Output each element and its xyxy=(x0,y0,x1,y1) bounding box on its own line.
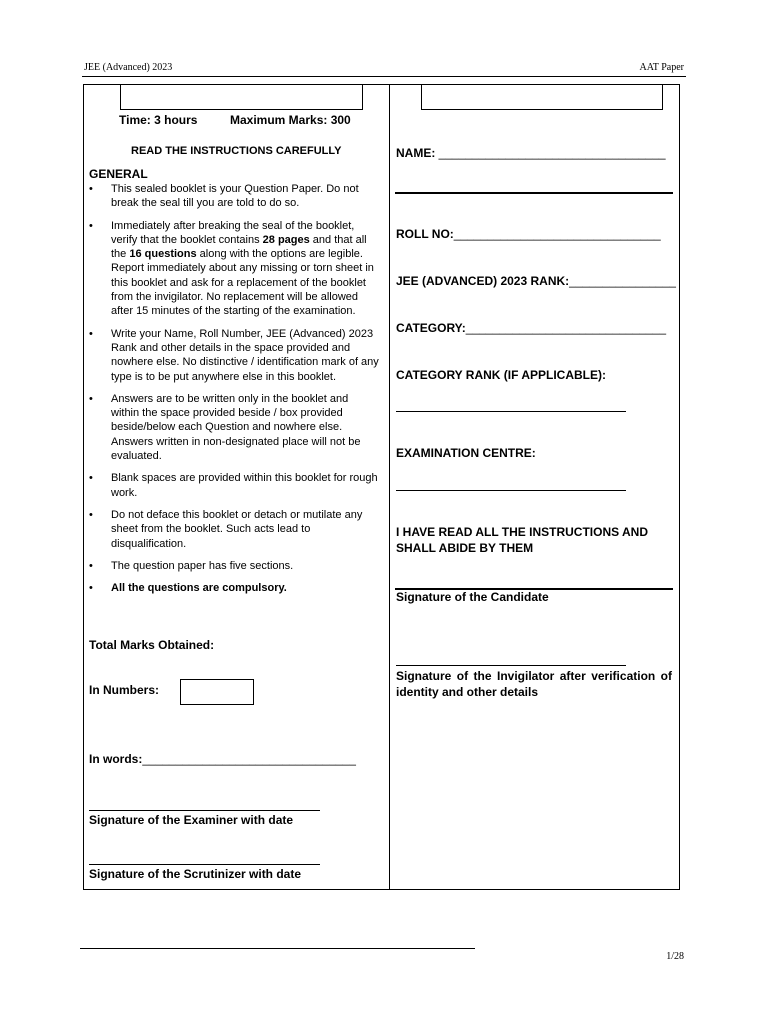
name-second-line[interactable] xyxy=(395,192,673,194)
rank-field[interactable]: ________________ xyxy=(569,274,676,288)
header-paper-name: AAT Paper xyxy=(639,62,684,73)
category-rank-label: CATEGORY RANK (IF APPLICABLE): xyxy=(396,368,606,382)
candidate-signature-label: Signature of the Candidate xyxy=(396,590,549,604)
bullet-icon: • xyxy=(89,392,93,405)
category-field[interactable]: ______________________________ xyxy=(465,321,666,335)
footer-rule xyxy=(80,948,475,949)
bullet-icon: • xyxy=(89,559,93,572)
page-number: 1/28 xyxy=(666,951,684,962)
max-marks-label: Maximum Marks: 300 xyxy=(230,113,351,127)
category-rank-line[interactable] xyxy=(396,411,626,412)
total-marks-label: Total Marks Obtained: xyxy=(89,638,215,652)
rank-label: JEE (ADVANCED) 2023 RANK:________________ xyxy=(396,274,676,288)
header-rule xyxy=(82,76,686,77)
instruction-item: • Do not deface this booklet or detach or mutilate any sheet from the booklet. Such acts lead to disqualification. xyxy=(89,508,363,550)
right-top-box[interactable] xyxy=(421,84,663,110)
instruction-item: • Immediately after breaking the seal of the booklet, verify that the booklet contains 28 pages and that all the 16 questions along with the options are legible. Report immediately about any missing or torn sheet in this booklet and ask for a replacement of the booklet from the invigilator. No replacement will be allowed after 15 minutes of the starting of the examination. xyxy=(89,219,374,318)
column-divider xyxy=(389,84,390,889)
instruction-item: • The question paper has five sections. xyxy=(89,559,294,572)
instruction-item: • This sealed booklet is your Question Paper. Do not break the seal till you are told to do so. xyxy=(89,183,359,210)
scrutinizer-signature-label: Signature of the Scrutinizer with date xyxy=(89,867,302,881)
left-top-box[interactable] xyxy=(120,84,363,110)
instruction-item: • Write your Name, Roll Number, JEE (Advanced) 2023 Rank and other details in the space provided and nowhere else. No distinctive / identification mark of any type is to be put anywhere else in this booklet. xyxy=(89,327,379,383)
name-field[interactable]: __________________________________ xyxy=(438,146,666,160)
declaration-text: I HAVE READ ALL THE INSTRUCTIONS AND SHALL ABIDE BY THEM xyxy=(396,525,649,555)
name-label: NAME: __________________________________ xyxy=(396,146,666,160)
examiner-signature-label: Signature of the Examiner with date xyxy=(89,813,294,827)
bullet-icon: • xyxy=(89,327,93,340)
instructions-list xyxy=(89,182,379,603)
bullet-icon: • xyxy=(89,219,93,232)
instruction-item: • Blank spaces are provided within this booklet for rough work. xyxy=(89,472,378,499)
roll-no-field[interactable]: _______________________________ xyxy=(453,227,661,241)
examiner-signature-line[interactable] xyxy=(89,810,320,811)
in-numbers-label: In Numbers: xyxy=(89,683,160,697)
read-instructions-heading: READ THE INSTRUCTIONS CAREFULLY xyxy=(131,145,342,157)
bullet-icon: • xyxy=(89,472,93,485)
exam-centre-label: EXAMINATION CENTRE: xyxy=(396,446,536,460)
bullet-icon: • xyxy=(89,582,93,595)
category-label: CATEGORY:______________________________ xyxy=(396,321,666,335)
invigilator-signature-line[interactable] xyxy=(396,665,626,666)
time-label: Time: 3 hours xyxy=(119,113,198,127)
bullet-icon: • xyxy=(89,183,93,195)
marks-number-box[interactable] xyxy=(180,679,254,705)
exam-centre-line[interactable] xyxy=(396,490,626,491)
instruction-item: • All the questions are compulsory. xyxy=(89,582,287,595)
instruction-item: • Answers are to be written only in the booklet and within the space provided beside / box provided beside/below each Question and nowhere else. Answers written in non-designated place will not be evaluated. xyxy=(89,392,361,463)
general-heading: GENERAL xyxy=(89,167,148,181)
invigilator-signature-label: Signature of the Invigilator after verification of identity and other details xyxy=(396,669,672,699)
in-words-label: In words:________________________________ xyxy=(89,752,356,766)
scrutinizer-signature-line[interactable] xyxy=(89,864,320,865)
roll-no-label: ROLL NO:_______________________________ xyxy=(396,227,661,241)
in-words-field[interactable]: ________________________________ xyxy=(142,752,356,766)
bullet-icon: • xyxy=(89,508,93,521)
header-exam-title: JEE (Advanced) 2023 xyxy=(84,62,173,73)
